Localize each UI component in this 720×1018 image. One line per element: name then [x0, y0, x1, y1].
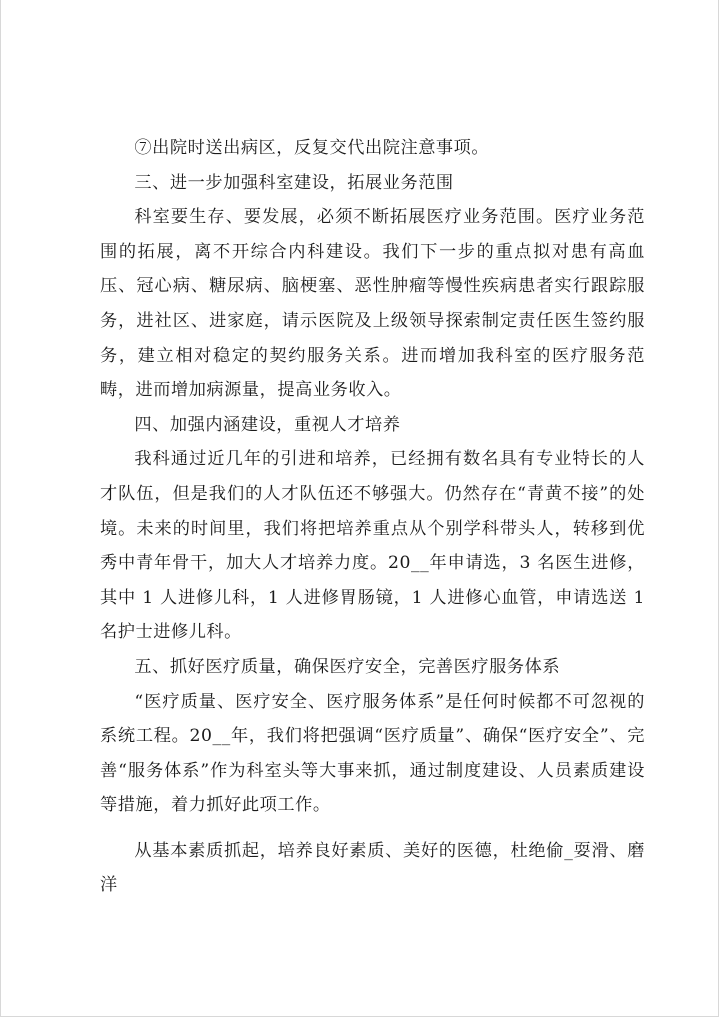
list-item-7: ⑦出院时送出病区，反复交代出院注意事项。 [134, 138, 490, 158]
section-3-paragraph: 科室要生存、要发展，必须不断拓展医疗业务范围。医疗业务范围的拓展，离不开综合内科建设。我们下一步的重点拟对患有高血压、冠心病、糖尿病、脑梗塞、恶性肿瘤等慢性疾病患者实行跟踪服务，进社区、进家庭，请示医院及上级领导探索制定责任医生签约服务，建立相对稳定的契约服务关系。进而增加我科室的医疗服务范畴，进而增加病源量，提高业务收入。 [100, 207, 645, 401]
section-5-paragraph: “医疗质量、医疗安全、医疗服务体系”是任何时候都不可忽视的系统工程。20__年，我们将把强调“医疗质量”、确保“医疗安全”、完善“服务体系”作为科室头等大事来抓，通过制度建设、人员素质建设等措施，着力抓好此项工作。 [100, 691, 645, 816]
section-3-heading: 三、进一步加强科室建设，拓展业务范围 [134, 172, 454, 193]
section-4-paragraph: 我科通过近几年的引进和培养，已经拥有数名具有专业特长的人才队伍，但是我们的人才队伍还不够强大。仍然存在“青黄不接”的处境。未来的时间里，我们将把培养重点从个别学科带头人，转移到优秀中青年骨干，加大人才培养力度。20__年申请选，3 名医生进修，其中 1 人进修儿科，1 人进修胃肠镜，1 人进修心血管，申请选送 1 名护士进修儿科。 [100, 449, 645, 643]
paragraph-gap [100, 823, 645, 834]
section-4-heading: 四、加强内涵建设，重视人才培养 [134, 414, 401, 435]
final-paragraph: 从基本素质抓起，培养良好素质、美好的医德，杜绝偷_耍滑、磨洋 [100, 840, 645, 896]
section-5-heading: 五、抓好医疗质量，确保医疗安全，完善医疗服务体系 [134, 656, 561, 677]
document-body [100, 131, 645, 903]
